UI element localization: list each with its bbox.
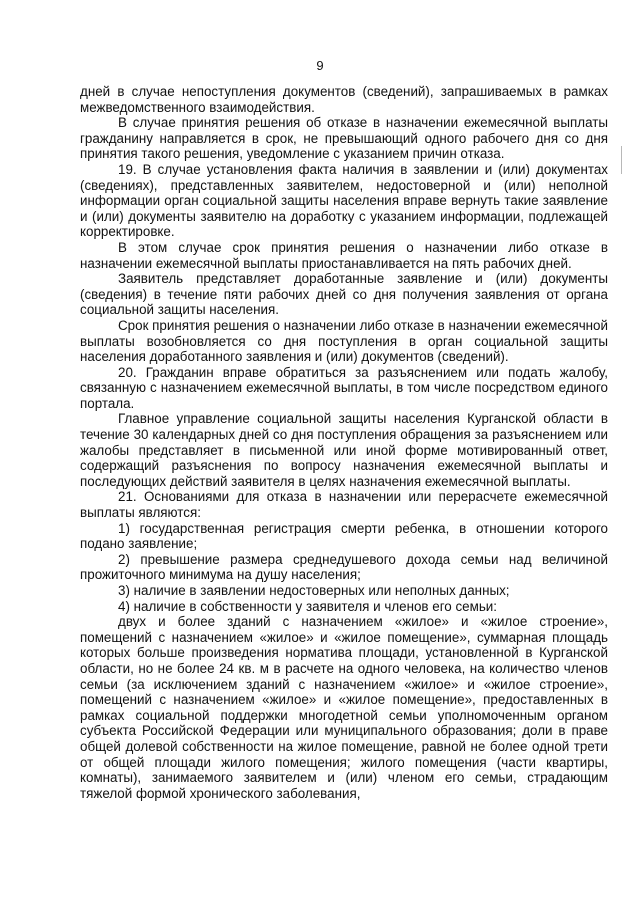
paragraph-main-directorate-response: Главное управление социальной защиты населения Курганской области в течение 30 календарных дней со дня поступления обращения за разъяснением или жалобы представляет в письменной или иной форме мотивированный ответ, содержащий разъяснения по вопросу назначения ежемесячной выплаты и последующих действий заявителя в целях назначения ежемесячной выплаты. [80, 411, 608, 489]
paragraph-term-resumption: Срок принятия решения о назначении либо отказе в назначении ежемесячной выплаты возобновляется со дня поступления в орган социальной защиты населения доработанного заявления и (или) документов (сведений). [80, 317, 608, 365]
paragraph-continuation: дней в случае непоступления документов (сведений), запрашиваемых в рамках межведомственного взаимодействия. [80, 84, 608, 115]
document-body [80, 84, 608, 801]
scan-edge-mark [621, 146, 622, 174]
paragraph-refusal-notice: В случае принятия решения об отказе в назначении ежемесячной выплаты гражданину направляется в срок, не превышающий одного рабочего дня со дня принятия такого решения, уведомление с указанием причин отказа. [80, 115, 608, 162]
page-number: 9 [316, 58, 324, 73]
paragraph-term-suspension: В этом случае срок принятия решения о назначении либо отказе в назначении ежемесячной выплаты приостанавливается на пять рабочих дней. [80, 239, 608, 271]
list-item-3: 3) наличие в заявлении недостоверных или неполных данных; [118, 583, 510, 598]
paragraph-item-21: 21. Основаниями для отказа в назначении или перерасчете ежемесячной выплаты являются: [80, 489, 608, 521]
paragraph-item-20: 20. Гражданин вправе обратиться за разъяснением или подать жалобу, связанную с назначением ежемесячной выплаты, в том числе посредством единого портала. [80, 364, 608, 411]
list-item-1: 1) государственная регистрация смерти ребенка, в отношении которого подано заявление; [80, 520, 608, 552]
paragraph-resubmission: Заявитель представляет доработанные заявление и (или) документы (сведения) в течение пяти рабочих дней со дня получения заявления от органа социальной защиты населения. [80, 271, 608, 318]
list-item-4: 4) наличие в собственности у заявителя и членов его семьи: [118, 598, 497, 614]
paragraph-housing-conditions: двух и более зданий с назначением «жилое» и «жилое строение», помещений с назначением «жилое» и «жилое помещение», суммарная площадь которых больше произведения норматива площади, установленной в Курганской области, но не более 24 кв. м в расчете на одного человека, на количество членов семьи (за исключением зданий с назначением «жилое» и «жилое строение», помещений с назначением «жилое» и «жилое помещение», предоставленных в рамках социальной поддержки многодетной семьи уполномоченным органом субъекта Российской Федерации или муниципального образования; доли в праве общей долевой собственности на жилое помещение, равной не более одной трети от общей площади жилого помещения; жилого помещения (части квартиры, комнаты), занимаемого заявителем и (или) членом его семьи, страдающим тяжелой формой хронического заболевания, [80, 614, 608, 801]
paragraph-item-19: 19. В случае установления факта наличия в заявлении и (или) документах (сведениях), представленных заявителем, недостоверной и (или) неполной информации орган социальной защиты населения вправе вернуть такие заявление и (или) документы заявителю на доработку с указанием информации, подлежащей корректировке. [80, 161, 608, 240]
list-item-2: 2) превышение размера среднедушевого дохода семьи над величиной прожиточного минимума на душу населения; [80, 551, 608, 583]
